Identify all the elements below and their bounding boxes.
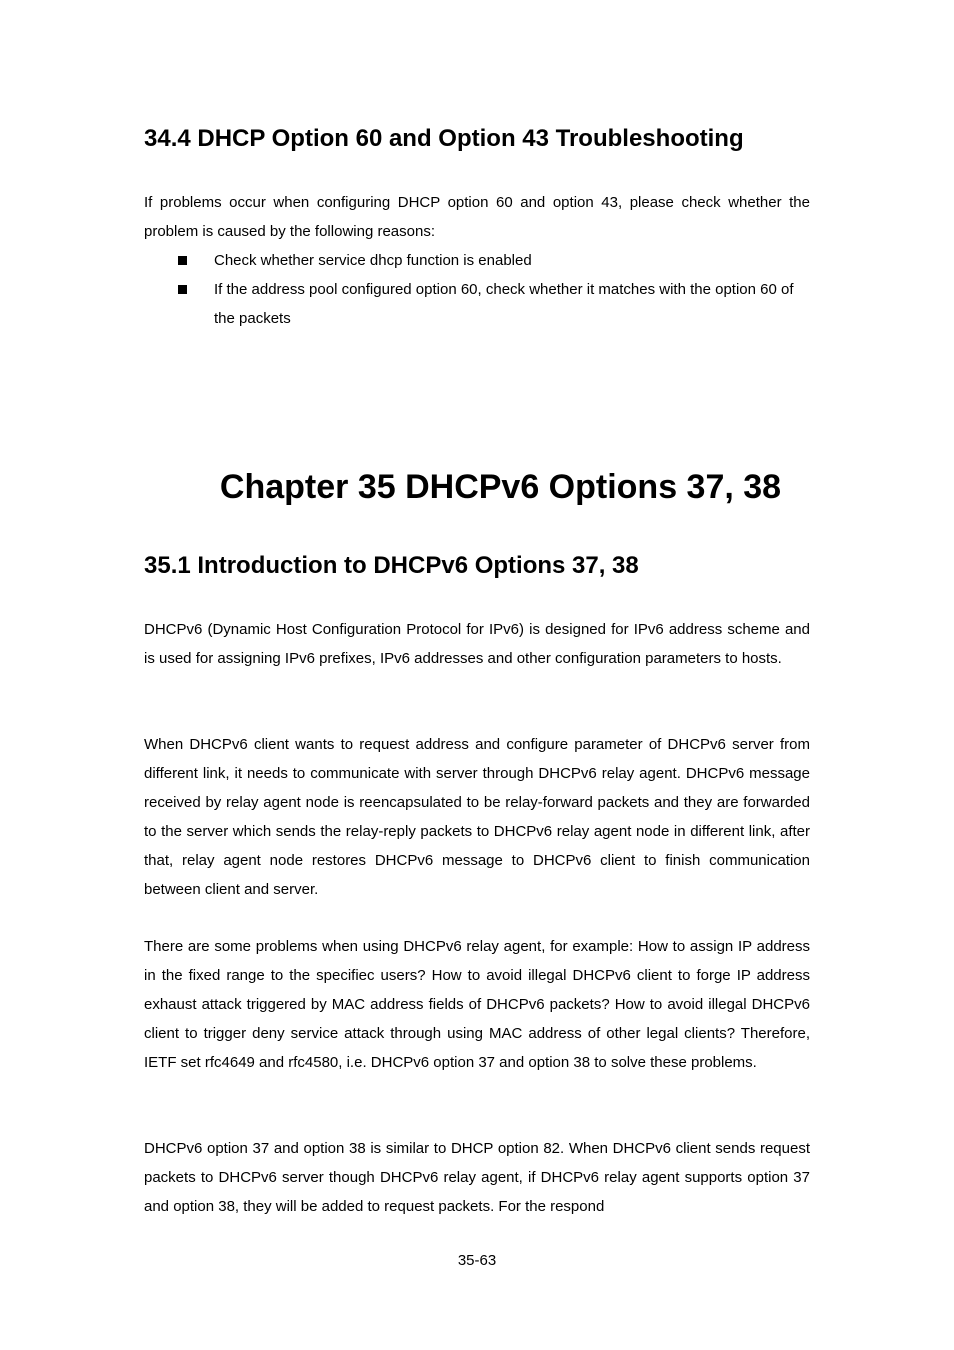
bullet-text: If the address pool configured option 60, check whether it matches with the option 60 of the packets (214, 281, 794, 327)
paragraph-relay-problems: There are some problems when using DHCPv6 relay agent, for example: How to assign IP address in the fixed range to the specifiec users? How to avoid illegal DHCPv6 client to forge IP address exhaust attack triggered by MAC address fields of DHCPv6 packets? How to avoid illegal DHCPv6 client to trigger deny service attack through using MAC address of other legal clients? Therefore, IETF set rfc4649 and rfc4580, i.e. DHCPv6 option 37 and option 38 to solve these problems. (144, 938, 810, 1071)
section-34-4-intro: If problems occur when configuring DHCP option 60 and option 43, please check whether the problem is caused by the following reasons: (144, 194, 810, 240)
section-heading-34-4: 34.4 DHCP Option 60 and Option 43 Troubleshooting (144, 125, 744, 152)
paragraph-dhcpv6-intro: DHCPv6 (Dynamic Host Configuration Protocol for IPv6) is designed for IPv6 address scheme and is used for assigning IPv6 prefixes, IPv6 addresses and other configuration parameters to hosts. (144, 621, 810, 667)
square-bullet-icon (178, 256, 187, 265)
list-item (144, 246, 810, 275)
paragraph-option-37-38: DHCPv6 option 37 and option 38 is similar to DHCP option 82. When DHCPv6 client sends request packets to DHCPv6 server though DHCPv6 relay agent, if DHCPv6 relay agent supports option 37 and option 38, they will be added to request packets. For the respond (144, 1140, 810, 1215)
paragraph-relay-agent: When DHCPv6 client wants to request address and configure parameter of DHCPv6 server from different link, it needs to communicate with server through DHCPv6 relay agent. DHCPv6 message received by relay agent node is reencapsulated to be relay-forward packets and they are forwarded to the server which sends the relay-reply packets to DHCPv6 relay agent node in different link, after that, relay agent node restores DHCPv6 message to DHCPv6 client to finish communication between client and server. (144, 736, 810, 898)
bullet-text: Check whether service dhcp function is enabled (214, 252, 532, 269)
page-number: 35-63 (457, 1252, 497, 1269)
list-item (144, 275, 810, 333)
square-bullet-icon (178, 285, 187, 294)
section-heading-35-1: 35.1 Introduction to DHCPv6 Options 37, 38 (144, 552, 639, 579)
chapter-title: Chapter 35 DHCPv6 Options 37, 38 (219, 468, 782, 506)
troubleshooting-bullet-list (144, 246, 810, 333)
